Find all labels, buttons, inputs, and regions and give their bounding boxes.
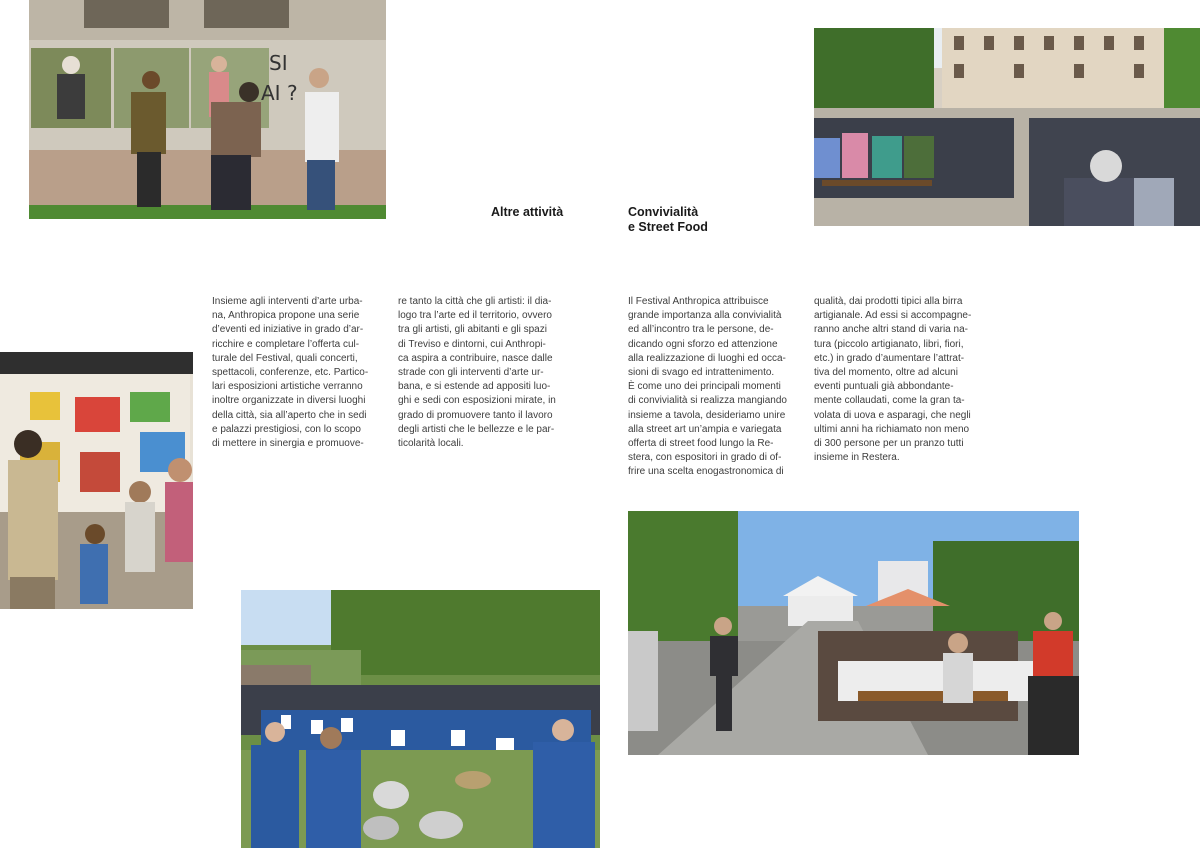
convivialita-column-1: Il Festival Anthropica attribuisce grande importanza alla convivialità ed all’incontro tra le persone, de- dicando ogni sforzo ed attenzione alla realizzazione di luoghi ed occa- sioni di svago ed intrattenimento. È come uno dei principali momenti di convivialità si realizza mangiando insieme a tavola, desideriamo unire alla street art un’ampia e variegata offerta di street food lungo la Re- stera, con espositori in grado di of- frire una scelta enogastronomica di [628, 296, 787, 478]
heading-altre-attivita: Altre attività [491, 205, 564, 219]
photo-street-art-portraits [29, 0, 386, 219]
convivialita-column-2: qualità, dai prodotti tipici alla birra artigianale. Ad essi si accompagne- ranno anche altri stand di varia na- tura (piccolo artigianato, libri, fiori, etc.) in grado d’aumentare l’attrat- tiva del momento, oltre ad alcuni eventi puntuali già abbondante- mente collaudati, come la gran ta- volata di uova e asparagi, che negli ultimi anni ha richiamato non meno di 300 persone per un pranzo tutti insieme in Restera. [814, 296, 972, 464]
photo-audience-courtyard [814, 28, 1200, 226]
heading-convivialita-line1: Convivialità [628, 205, 699, 219]
heading-convivialita-line2: e Street Food [628, 220, 708, 234]
altre-column-1: Insieme agli interventi d’arte urba- na, Anthropica propone una serie d’eventi ed iniziative in grado d’ar- ricchire e completare l’offerta cul- turale del Festival, quali concerti, spettacoli, conferenze, etc. Partico- lari esposizioni artistiche verranno inoltre organizzate in diversi luoghi della città, sia all’aperto che in sedi e palazzi prestigiosi, con lo scopo di mettere in sinergia e promuove- [212, 296, 369, 450]
heading-convivialita [628, 205, 708, 235]
graffiti-text: SI [269, 51, 288, 75]
photo-street-food-table [628, 511, 1079, 755]
graffiti-text-2: AI ? [261, 81, 298, 105]
altre-column-2: re tanto la città che gli artisti: il dia- logo tra l’arte ed il territorio, ovvero tra gli artisti, gli abitanti e gli spazi di Treviso e dintorni, cui Anthropi- ca aspira a contribuire, nasce dalle strade con gli interventi d’arte ur- bana, e si estende ad appositi luo- ghi e sedi con esposizioni mirate, in grado di promuovere tanto il lavoro degli artisti che le bellezze e le par- ticolarità locali. [398, 296, 556, 450]
photo-children-painting [0, 352, 193, 609]
photo-brass-band-concert [241, 590, 600, 848]
